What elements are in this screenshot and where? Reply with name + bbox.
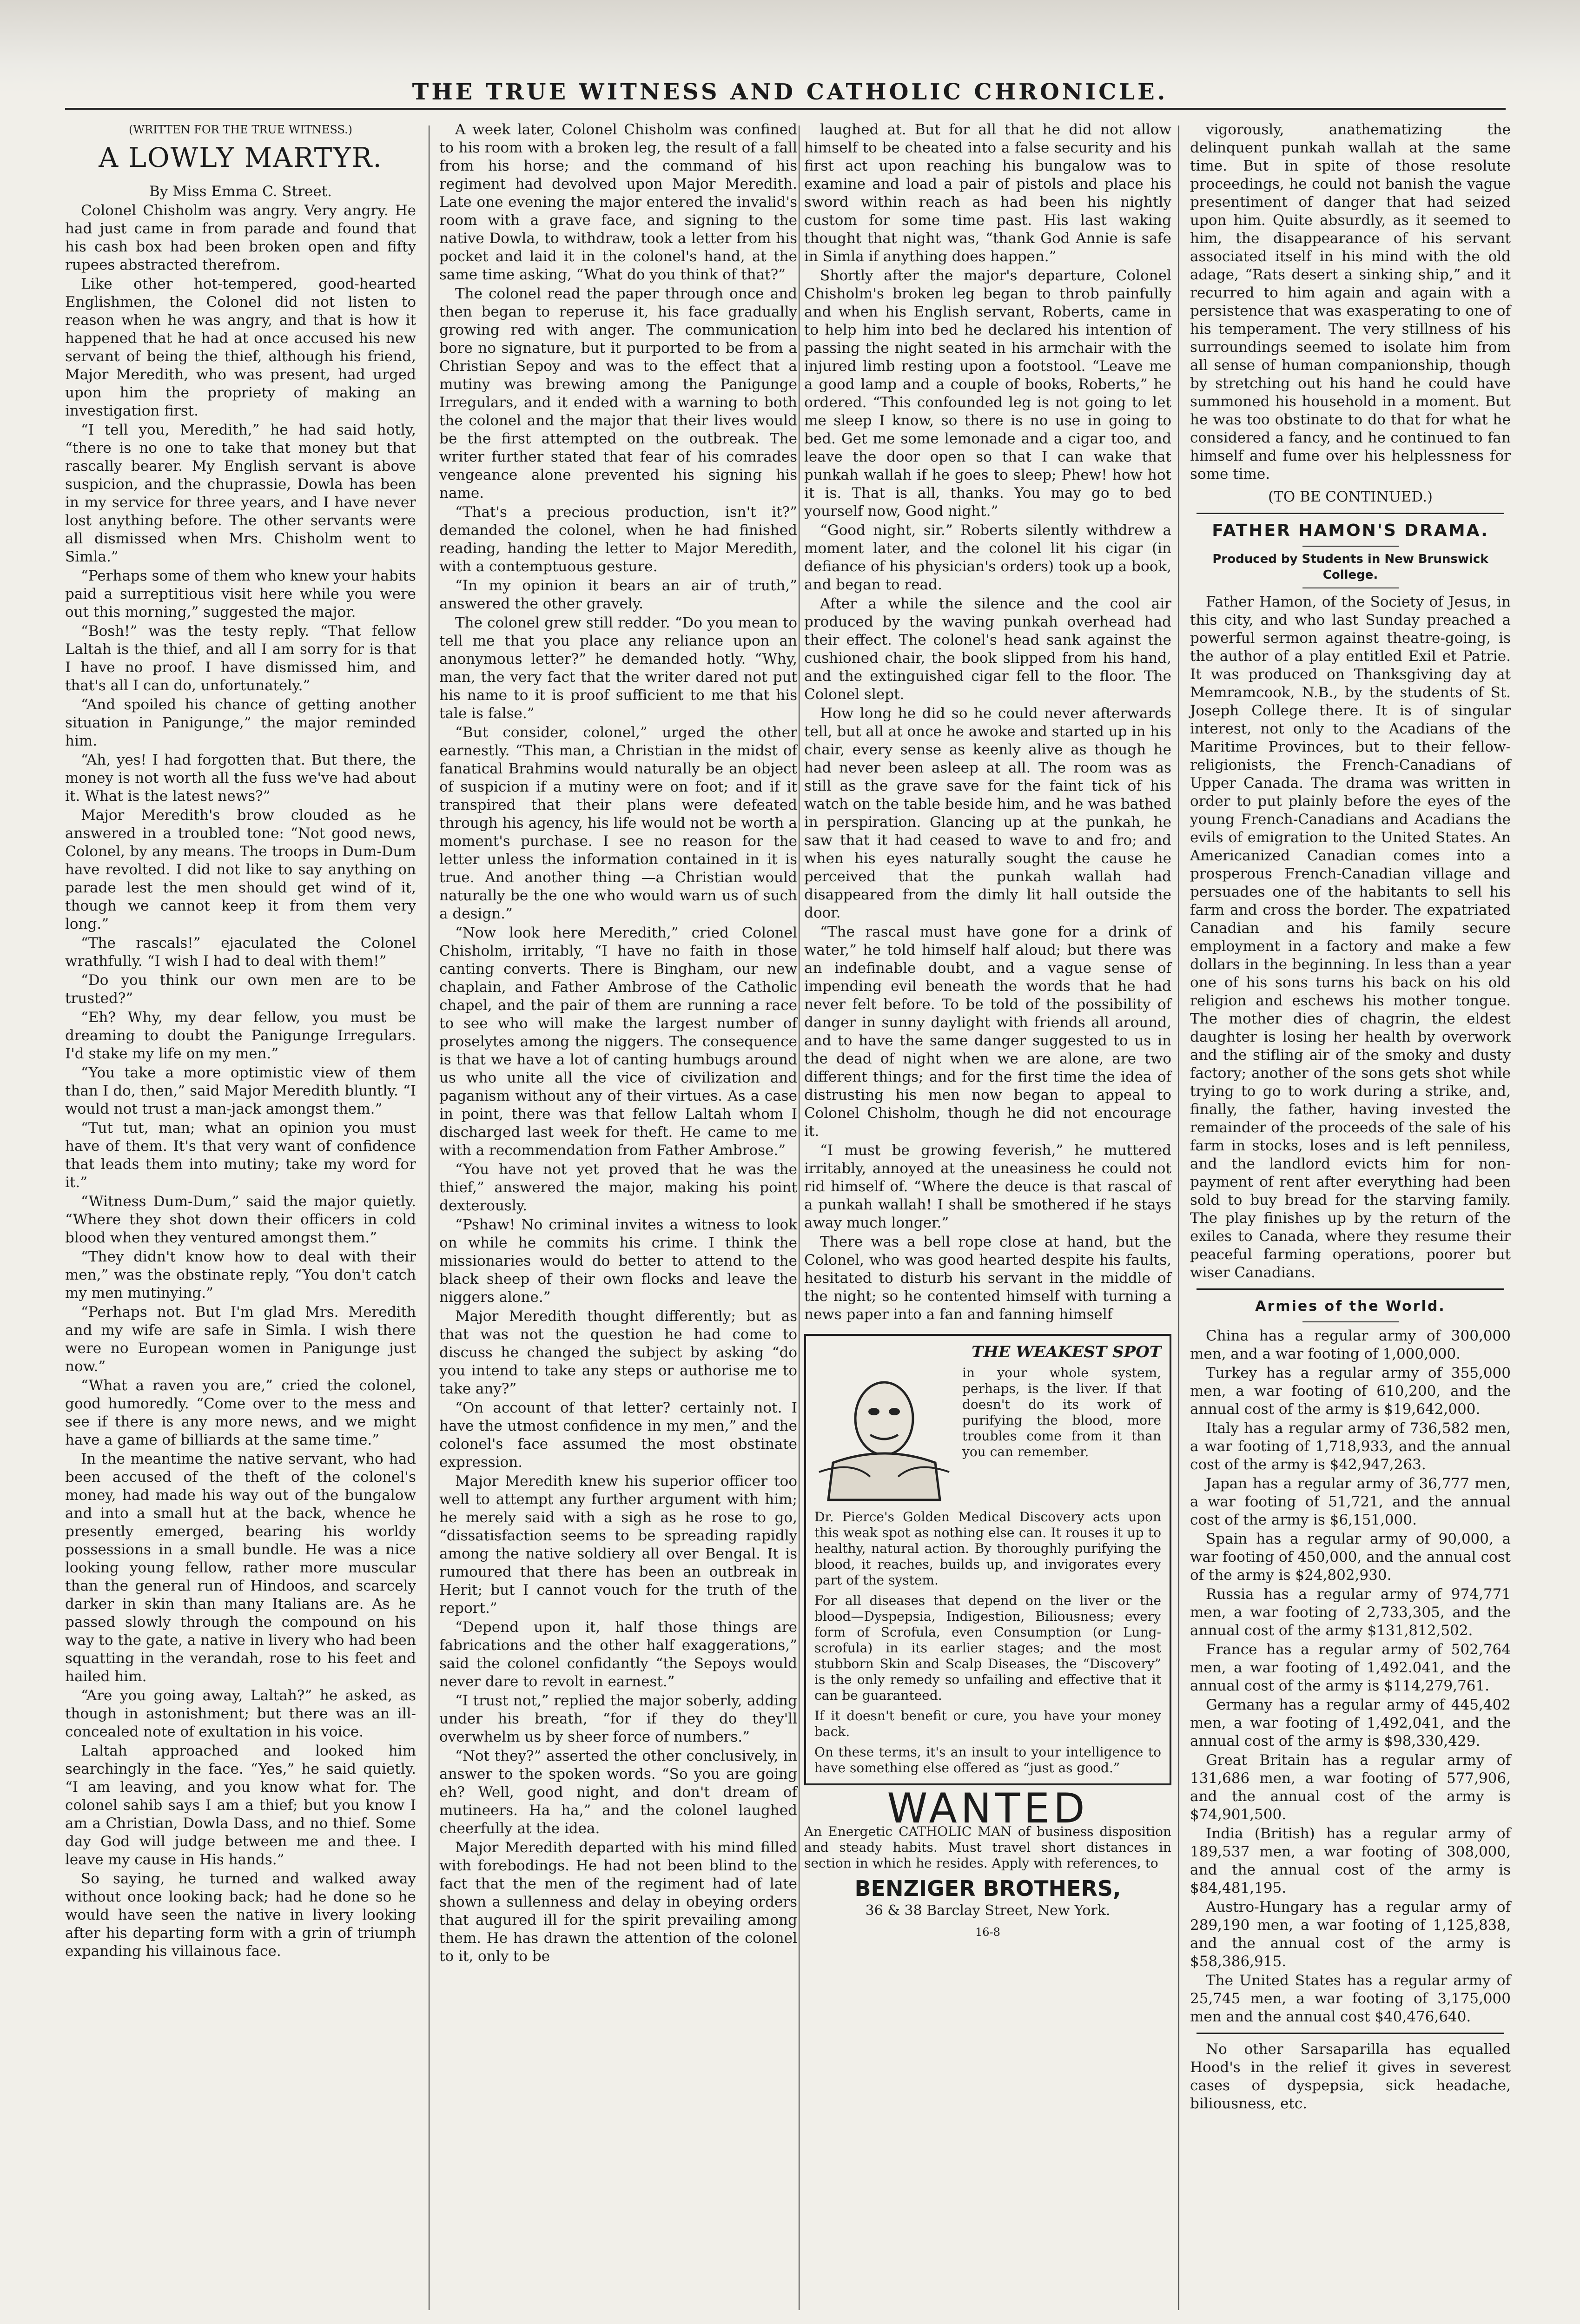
story-paragraph: How long he did so he could never afterwards tell, but all at once he awoke and started up in his chair, every sense as keenly alive as though he had never been asleep at all. The room was as still as the grave save for the faint tick of his watch on the table beside him, and he was bathed in perspiration. Glancing up at the punkah, he saw that it had ceased to wave to and fro; and when his eyes naturally sought the cause he perceived that the punkah wallah had disappeared from the dimly lit hall outside the door. xyxy=(804,705,1171,921)
ad-body-3: If it doesn't benefit or cure, you have your money back. xyxy=(814,1708,1161,1739)
drama-subheading: Produced by Students in New Brunswick College. xyxy=(1212,552,1488,582)
column-divider xyxy=(429,125,430,2310)
story-paragraph: “I must be growing feverish,” he muttered irritably, annoyed at the uneasiness he could not rid himself of. “Where the deuce is that rascal of a punkah wallah! I shall be smothered if he stays away much longer.” xyxy=(804,1142,1171,1231)
section-divider xyxy=(1197,1288,1504,1290)
publisher-name: BENZIGER BROTHERS, xyxy=(854,1876,1121,1901)
ad-title: THE WEAKEST SPOT xyxy=(972,1343,1161,1361)
story-kicker: (WRITTEN FOR THE TRUE WITNESS.) xyxy=(128,123,353,136)
story-paragraph: “The rascals!” ejaculated the Colonel wrathfully. “I wish I had to deal with them!” xyxy=(65,935,416,970)
story-paragraph: Major Meredith thought differently; but as that was not the question he had come to discuss he changed the subject by asking “do you intend to take any steps or authorise me to take any?” xyxy=(439,1308,797,1397)
story-paragraph: Shortly after the major's departure, Colonel Chisholm's broken leg began to throb painfully and when his English servant, Roberts, came in to help him into bed he declared his intention of passing the night seated in his armchair with the injured limb resting upon a footstool. “Leave me a good lamp and a couple of books, Roberts,” he ordered. “This confounded leg is not going to let me sleep I know, so there is no use in going to bed. Get me some lemonade and a cigar too, and leave the door open so that I can wake that punkah wallah if he goes to sleep; Phew! how hot it is. That is all, thanks. You may go to bed yourself now, Good night.” xyxy=(804,267,1171,520)
army-paragraph: Spain has a regular army of 90,000, a war footing of 450,000, and the annual cost of the army is $24,802,930. xyxy=(1190,1531,1511,1584)
story-body-continued xyxy=(439,121,797,1966)
story-paragraph: “In my opinion it bears an air of truth,” answered the other gravely. xyxy=(439,577,797,612)
army-paragraph: France has a regular army of 502,764 men, a war footing of 1,492.041, and the annual cost of the army is $114,279,761. xyxy=(1190,1641,1511,1694)
story-paragraph: “Now look here Meredith,” cried Colonel Chisholm, irritably, “I have no faith in those canting converts. There is Bingham, our new chaplain, and Father Ambrose of the Catholic chapel, and the pair of them are running a race to see who will make the largest number of proselytes among the niggers. The consequence is that we have a lot of canting humbugs around us who unite all the vice of civilization and paganism without any of their virtues. As a case in point, there was that fellow Laltah whom I discharged last week for theft. He came to me with a recommendation from Father Ambrose.” xyxy=(439,924,797,1159)
story-paragraph: “That's a precious production, isn't it?” demanded the colonel, when he had finished reading, handing the letter to Major Meredith, with a contemptuous gesture. xyxy=(439,504,797,575)
drama-paragraph: Father Hamon, of the Society of Jesus, in this city, and who last Sunday preached a powerful sermon against theatre-going, is the author of a play entitled Exil et Patrie. It was produced on Thanksgiving day at Memramcook, N.B., by the students of St. Joseph College there. It is of singular interest, not only to the Acadians of the Maritime Provinces, but to their fellow-religionists, the French-Canadians of Upper Canada. The drama was written in order to put plainly before the eyes of the young French-Canadians and Acadians the evils of emigration to the United States. An Americanized Canadian comes into a prosperous French-Canadian village and persuades one of the habitants to sell his farm and cross the border. The expatriated Canadian and his family secure employment in a factory and make a few dollars in the beginning. In less than a year one of his sons turns his back on his old religion and eschews his mother tongue. The mother dies of chagrin, the eldest daughter is losing her health by overwork and the stifling air of the smoky and dusty factory; another of the sons gets shot while trying to go to work during a strike, and, finally, the father, having invested the remainder of the proceeds of the sale of his farm in stocks, loses and is left penniless, and the landlord evicts him for non-payment of rent after everything had been sold to buy bread for the starving family. The play finishes up by the return of the exiles to Canada, where they resume their peaceful farming operations, poorer but wiser Canadians. xyxy=(1190,594,1511,1281)
story-paragraph: Major Meredith departed with his mind filled with forebodings. He had not been blind to the fact that the men of the regiment had of late shown a sullenness and delay in obeying orders that augured ill for the spirit prevailing among them. He has drawn the attention of the colonel to it, only to be xyxy=(439,1839,797,1965)
armies-heading: Armies of the World. xyxy=(1255,1298,1446,1314)
story-paragraph: In the meantime the native servant, who had been accused of the theft of the colonel's money, had made his way out of the bungalow and into a small hut at the back, whence he presently emerged, bearing his worldy possessions in a small bundle. He was a nice looking young fellow, rather more muscular than the general run of Hindoos, and scarcely darker in skin than many Italians are. As he passed slowly through the compound on his way to the gate, a native in livery who had been squatting in the verandah, rose to his feet and hailed him. xyxy=(65,1451,416,1685)
story-paragraph: A week later, Colonel Chisholm was confined to his room with a broken leg, the result of a fall from his horse; and the command of his regiment had devolved upon Major Meredith. Late one evening the major entered the invalid's room with a grave face, and signing to the native Dowla, to withdraw, took a letter from his pocket and laid it in the colonel's hand, at the same time asking, “What do you think of that?” xyxy=(439,121,797,283)
story-paragraph: “Are you going away, Laltah?” he asked, as though in astonishment; but there was an ill-concealed note of exultation in his voice. xyxy=(65,1687,416,1740)
drama-body xyxy=(1190,593,1511,1282)
story-paragraph: The colonel grew still redder. “Do you mean to tell me that you place any reliance upon an anonymous letter?” he demanded hotly. “Why, man, the very fact that the writer dared not put his name to it is proof sufficient to me that his tale is false.” xyxy=(439,614,797,722)
story-paragraph: vigorously, anathematizing the delinquent punkah wallah at the same time. But in spite of those resolute proceedings, he could not banish the vague presentiment of danger that had seized upon him. Quite absurdly, as it seemed to him, the disappearance of his servant associated itself in his mind with the old adage, “Rats desert a sinking ship,” and it recurred to him again and again with a persistence that was exasperating to one of his temperament. The very stillness of his surroundings seemed to isolate him from all sense of human companionship, though by stretching out his hand he could have summoned his household in a moment. But he was too obstinate to do that for what he considered a fancy, and he continued to fan himself and fume over his helplessness for some time. xyxy=(1190,121,1511,482)
story-paragraph: Major Meredith knew his superior officer too well to attempt any further argument with him; he merely said with a sigh as he rose to go, “dissatisfaction seems to be spreading rapidly among the native soldiery all over Bengal. It is rumoured that there has been an outbreak in Herit; but I cannot vouch for the truth of the report.” xyxy=(439,1473,797,1617)
story-paragraph: “Witness Dum-Dum,” said the major quietly. “Where they shot down their officers in cold blood when they ventured amongst them.” xyxy=(65,1193,416,1246)
story-paragraph: “Perhaps not. But I'm glad Mrs. Meredith and my wife are safe in Simla. I wish there were no European women in Panigunge just now.” xyxy=(65,1304,416,1375)
story-paragraph: “The rascal must have gone for a drink of water,” he told himself half aloud; but there was an indefinable doubt, and a vague sense of impending evil beneath the words that he had never felt before. To be told of the possibility of danger in sunny daylight with friends all around, and to have the same danger suggested to us in the dead of night when we are alone, are two different things; and for the first time the idea of distrusting his men now began to appeal to Colonel Chisholm, though he did not encourage it. xyxy=(804,924,1171,1140)
story-paragraph: The colonel read the paper through once and then began to reperuse it, his face gradually growing red with anger. The communication bore no signature, but it purported to be from a Christian Sepoy and was to the effect that a mutiny was brewing among the Panigunge Irregulars, and it ended with a warning to both the colonel and the major that their lives would be the first attempted on the outbreak. The writer further stated that fear of his comrades vengeance alone prevented his signing his name. xyxy=(439,285,797,502)
story-paragraph: Like other hot-tempered, good-hearted Englishmen, the Colonel did not listen to reason when he was angry, and that is how it happened that he had at once accused his new servant of being the thief, although his friend, Major Meredith, who was present, had urged upon him the propriety of making an investigation first. xyxy=(65,276,416,419)
story-paragraph: “They didn't know how to deal with their men,” was the obstinate reply, “You don't catch my men mutinying.” xyxy=(65,1248,416,1301)
sick-man-illustration xyxy=(814,1365,954,1505)
column-1 xyxy=(65,121,416,2305)
column-2 xyxy=(439,121,797,2305)
short-rule xyxy=(1302,1321,1399,1322)
army-paragraph: Germany has a regular army of 445,402 men, a war footing of 1,492,041, and the annual cost of the army is $98,330,429. xyxy=(1190,1697,1511,1750)
ad-code: 16-8 xyxy=(975,1926,1000,1939)
story-title: A LOWLY MARTYR. xyxy=(99,142,383,173)
story-paragraph: “Not they?” asserted the other conclusively, in answer to the spoken words. “So you are going eh? Well, good night, and don't dream of mutineers. Ha ha,” and the colonel laughed cheerfully at the idea. xyxy=(439,1748,797,1837)
column-divider xyxy=(799,125,800,2310)
army-paragraph: Italy has a regular army of 736,582 men, a war footing of 1,718,933, and the annual cost of the army is $42,947,263. xyxy=(1190,1420,1511,1473)
story-paragraph: “Good night, sir.” Roberts silently withdrew a moment later, and the colonel lit his cigar (in defiance of his physician's orders) took up a book, and began to read. xyxy=(804,522,1171,593)
story-paragraph: “You have not yet proved that he was the thief,” answered the major, making his point dexterously. xyxy=(439,1161,797,1214)
masthead-title: THE TRUE WITNESS AND CATHOLIC CHRONICLE. xyxy=(412,79,1168,105)
column-4 xyxy=(1190,121,1511,2305)
story-paragraph: “On account of that letter? certainly not. I have the utmost confidence in my men,” and the colonel's face assumed the most obstinate expression. xyxy=(439,1400,797,1471)
story-paragraph: So saying, he turned and walked away without once looking back; had he done so he would have seen the native in livery looking after his departing form with a grin of triumph expanding his villainous face. xyxy=(65,1870,416,1960)
column-3 xyxy=(804,121,1171,2305)
story-paragraph: “Do you think our own men are to be trusted?” xyxy=(65,972,416,1007)
ad-intro: in your whole system, perhaps, is the liver. If that doesn't do its work of purifying the blood, more troubles come from it than you can remember. xyxy=(962,1365,1161,1459)
drama-heading: FATHER HAMON'S DRAMA. xyxy=(1212,521,1489,540)
ad-body-1: Dr. Pierce's Golden Medical Discovery acts upon this weak spot as nothing else can. It rouses it up to healthy, natural action. By thoroughly purifying the blood, it reaches, builds up, and invigorates every part of the system. xyxy=(814,1509,1161,1588)
story-body xyxy=(65,202,416,1961)
story-paragraph: “Pshaw! No criminal invites a witness to look on while he commits his crime. I think the missionaries would do better to attend to the black sheep of their own flocks and leave the niggers alone.” xyxy=(439,1216,797,1306)
army-paragraph: China has a regular army of 300,000 men, and a war footing of 1,000,000. xyxy=(1190,1327,1511,1362)
army-paragraph: India (British) has a regular army of 189,537 men, a war footing of 308,000, and the annual cost of the army is $84,481,195. xyxy=(1190,1825,1511,1896)
story-paragraph: After a while the silence and the cool air produced by the waving punkah overhead had their effect. The colonel's head sank against the cushioned chair, the book slipped from his hand, and the extinguished cigar fell to the floor. The Colonel slept. xyxy=(804,595,1171,703)
story-paragraph: “Tut tut, man; what an opinion you must have of them. It's that very want of confidence that leads them into mutiny; take my word for it.” xyxy=(65,1120,416,1191)
ad-body-2: For all diseases that depend on the liver or the blood—Dyspepsia, Indigestion, Biliousness; every form of Scrofula, even Consumption (or Lung-scrofula) in its earlier stages; and the most stubborn Skin and Scalp Diseases, the “Discovery” is the only remedy so unfailing and effective that it can be guaranteed. xyxy=(814,1593,1161,1703)
story-paragraph: “Ah, yes! I had forgotten that. But there, the money is not worth all the fuss we've had about it. What is the latest news?” xyxy=(65,752,416,805)
story-paragraph: Colonel Chisholm was angry. Very angry. He had just came in from parade and found that his cash box had been broken open and fifty rupees abstracted therefrom. xyxy=(65,202,416,273)
section-divider xyxy=(1197,513,1504,514)
army-paragraph: Great Britain has a regular army of 131,686 men, a war footing of 577,906, and the annual cost of the army is $74,901,500. xyxy=(1190,1752,1511,1823)
story-paragraph: “Bosh!” was the testy reply. “That fellow Laltah is the thief, and all I am sorry for is that I have no proof. I have dismissed him, and that's all I can do, unfortunately.” xyxy=(65,623,416,694)
army-paragraph: The United States has a regular army of 25,745 men, a war footing of 3,175,000 men and the annual cost $40,476,640. xyxy=(1190,1972,1511,2025)
column-divider xyxy=(1178,125,1179,2310)
story-body-continued xyxy=(804,121,1171,1324)
story-paragraph: “Depend upon it, half those things are fabrications and the other half exaggerations,” said the colonel confidantly “the Sepoys would never dare to revolt in earnest.” xyxy=(439,1619,797,1690)
army-paragraph: Russia has a regular army of 974,771 men, a war footing of 2,733,305, and the annual cost of the army $131,812,502. xyxy=(1190,1586,1511,1639)
army-paragraph: Austro-Hungary has a regular army of 289,190 men, a war footing of 1,125,838, and the annual cost of the army is $58,386,915. xyxy=(1190,1899,1511,1970)
wanted-heading: WANTED xyxy=(887,1784,1089,1832)
story-paragraph: Laltah approached and looked him searchingly in the face. “Yes,” he said quietly. “I am leaving, and you know what for. The colonel sahib says I am a thief; but you know I am a Christian, Dowla Dass, and no thief. Some day God will judge between me and thee. I leave my cause in His hands.” xyxy=(65,1743,416,1868)
ad-body-4: On these terms, it's an insult to your intelligence to have something else offered as “just as good.” xyxy=(814,1744,1161,1776)
story-paragraph: “But consider, colonel,” urged the other earnestly. “This man, a Christian in the midst of fanatical Brahmins would naturally be an object of suspicion if a mutiny were on foot; and if it transpired that their plans were defeated through his agency, his life would not be worth a moment's purchase. I see no reason for the letter unless the information contained in it is true. And another thing —a Christian would naturally be the one who would warn us of such a design.” xyxy=(439,724,797,922)
sarsaparilla-notice: No other Sarsaparilla has equalled Hood's in the relief it gives in severest cases of dyspepsia, sick headache, biliousness, etc. xyxy=(1190,2041,1511,2112)
story-paragraph: “Perhaps some of them who knew your habits paid a surreptitious visit here while you were out this morning,” suggested the major. xyxy=(65,568,416,621)
story-paragraph: “What a raven you are,” cried the colonel, good humoredly. “Come over to the mess and see if there is any more news, and we might have a game of billiards at the same time.” xyxy=(65,1377,416,1448)
story-paragraph: “You take a more optimistic view of them than I do, then,” said Major Meredith bluntly. “I would not trust a man-jack amongst them.” xyxy=(65,1064,416,1117)
story-byline: By Miss Emma C. Street. xyxy=(149,183,332,200)
story-paragraph: laughed at. But for all that he did not allow himself to be cheated into a false security and his first act upon reaching his bungalow was to examine and load a pair of pistols and place his sword within reach as had been his nightly custom for some time past. His last waking thought that night was, “thank God Annie is safe in Simla if anything does happen.” xyxy=(804,121,1171,265)
army-paragraph: Turkey has a regular army of 355,000 men, a war footing of 610,200, and the annual cost of the army is $19,642,000. xyxy=(1190,1365,1511,1418)
publisher-address: 36 & 38 Barclay Street, New York. xyxy=(865,1902,1111,1919)
story-paragraph: There was a bell rope close at hand, but the Colonel, who was good hearted despite his faults, hesitated to disturb his servant in the middle of the night; so he contented himself with turning a news paper into a fan and fanning himself xyxy=(804,1234,1171,1323)
army-paragraph: Japan has a regular army of 36,777 men, a war footing of 51,721, and the annual cost of the army is $6,151,000. xyxy=(1190,1475,1511,1528)
masthead-rule xyxy=(65,108,1506,110)
wanted-text: An Energetic CATHOLIC MAN of business disposition and steady habits. Must travel short distances in section in which he resides. Apply with references, to xyxy=(804,1824,1171,1871)
armies-body xyxy=(1190,1327,1511,2026)
to-be-continued: (TO BE CONTINUED.) xyxy=(1268,489,1433,505)
short-rule xyxy=(1302,546,1399,547)
pierce-advertisement xyxy=(804,1334,1171,1785)
section-divider xyxy=(1197,2033,1504,2034)
story-paragraph: “Eh? Why, my dear fellow, you must be dreaming to doubt the Panigunge Irregulars. I'd stake my life on my men.” xyxy=(65,1009,416,1062)
story-paragraph: “And spoiled his chance of getting another situation in Panigunge,” the major reminded him. xyxy=(65,696,416,749)
story-paragraph: Major Meredith's brow clouded as he answered in a troubled tone: “Not good news, Colonel, by any means. The troops in Dum-Dum have revolted. I did not like to say anything on parade lest the men should get wind of it, though we cannot keep it from them very long.” xyxy=(65,807,416,932)
story-body-continued xyxy=(1190,121,1511,483)
story-paragraph: “I trust not,” replied the major soberly, adding under his breath, “for if they do they'll overwhelm us by sheer force of numbers.” xyxy=(439,1692,797,1745)
story-paragraph: “I tell you, Meredith,” he had said hotly, “there is no one to take that money but that rascally bearer. My English servant is above suspicion, and the chuprassie, Dowla has been in my service for three years, and I have never lost anything before. The other servants were all dismissed when Mrs. Chisholm went to Simla.” xyxy=(65,422,416,565)
